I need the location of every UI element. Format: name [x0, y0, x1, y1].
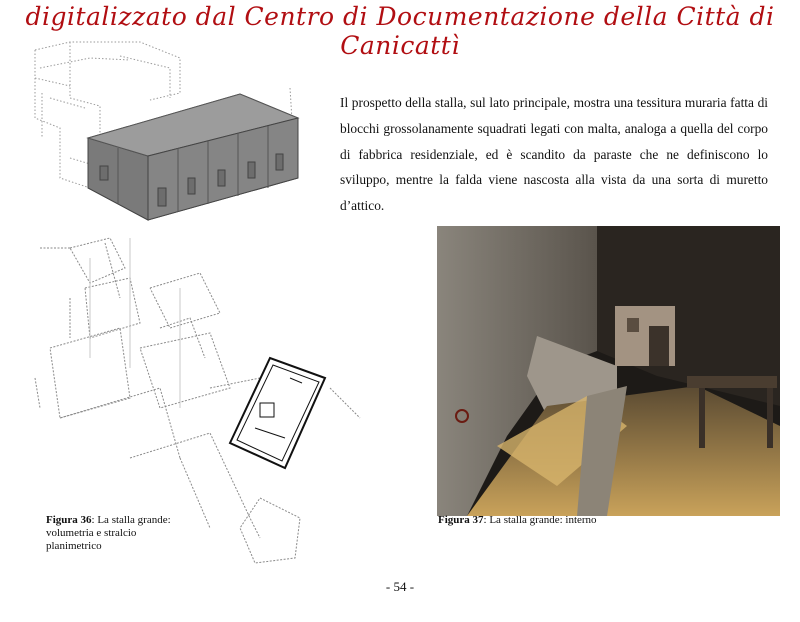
caption-figure-36: [46, 514, 186, 553]
caption-37-text: : La stalla grande: interno: [483, 514, 597, 526]
figure-36-volumetry: [30, 38, 305, 223]
caption-36-label: Figura 36: [46, 514, 92, 526]
page-number: - 54 -: [385, 579, 415, 594]
interior-photo: [437, 226, 780, 516]
figure-37-photo: [437, 226, 780, 516]
caption-37-label: Figura 37: [438, 514, 484, 526]
body-paragraph: Il prospetto della stalla, sul lato principale, mostra una tessitura muraria fatta di blocchi grossolanamente squadrati legati con malta, analoga a quella del corpo di fabbrica residenziale, ed è scandito da paraste che ne definiscono lo sviluppo, mentre la falda viene nascosta alla vista da una sorta di muretto d’attico.: [340, 95, 768, 214]
volumetry-drawing: [30, 38, 305, 223]
caption-36-text: : La stalla grande: volumetria e stralcio planimetrico: [46, 514, 171, 552]
caption-figure-37: [438, 514, 778, 527]
header-title: digitalizzato dal Centro di Documentazione della Città di Canicattì: [25, 2, 775, 60]
